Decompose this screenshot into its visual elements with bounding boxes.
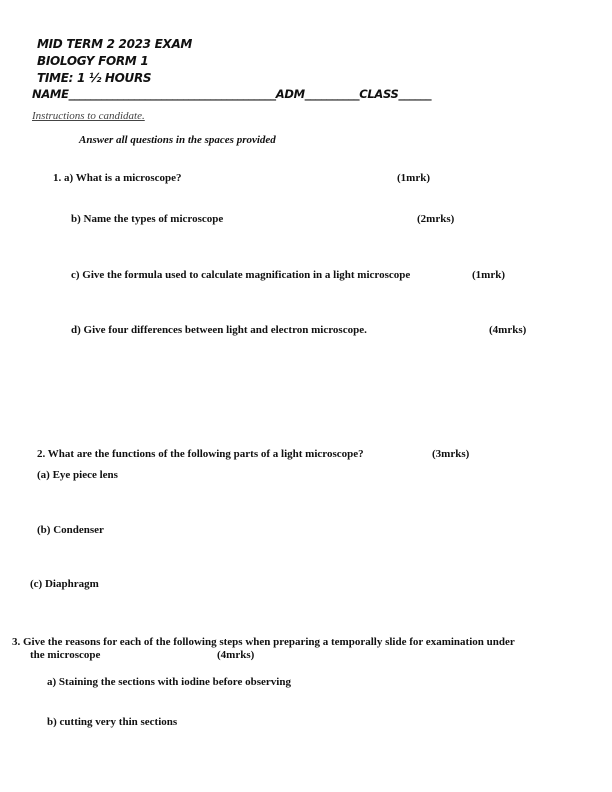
question-1c: c) Give the formula used to calculate magnification in a light microscope xyxy=(71,269,411,281)
exam-title: MID TERM 2 2023 EXAM xyxy=(37,37,193,51)
question-1a: 1. a) What is a microscope? xyxy=(53,172,182,184)
question-2: 2. What are the functions of the following parts of a light microscope? xyxy=(37,448,364,460)
marks-1d: (4mrks) xyxy=(489,324,527,336)
marks-1b: (2mrks) xyxy=(417,213,455,225)
marks-1a: (1mrk) xyxy=(397,172,430,184)
name-adm-class-line: NAME______________________________________ADM__________CLASS______ xyxy=(32,87,432,101)
marks-2: (3mrks) xyxy=(432,448,470,460)
question-3: 3. Give the reasons for each of the following steps when preparing a temporally slide for examination under xyxy=(12,636,515,648)
question-1d: d) Give four differences between light and electron microscope. xyxy=(71,324,367,336)
question-3a: a) Staining the sections with iodine before observing xyxy=(47,676,291,688)
marks-3: (4mrks) xyxy=(217,649,255,661)
question-3-cont: the microscope xyxy=(30,649,101,661)
time-label: TIME: 1 ½ HOURS xyxy=(37,71,152,85)
question-3b: b) cutting very thin sections xyxy=(47,716,178,728)
question-1b: b) Name the types of microscope xyxy=(71,213,224,225)
instructions-title: Instructions to candidate. xyxy=(32,110,145,122)
instructions-text: Answer all questions in the spaces provided xyxy=(79,134,276,146)
subject-title: BIOLOGY FORM 1 xyxy=(37,54,149,68)
marks-1c: (1mrk) xyxy=(472,269,505,281)
question-2b: (b) Condenser xyxy=(37,524,104,536)
question-2c: (c) Diaphragm xyxy=(30,578,99,590)
question-2a: (a) Eye piece lens xyxy=(37,469,118,481)
